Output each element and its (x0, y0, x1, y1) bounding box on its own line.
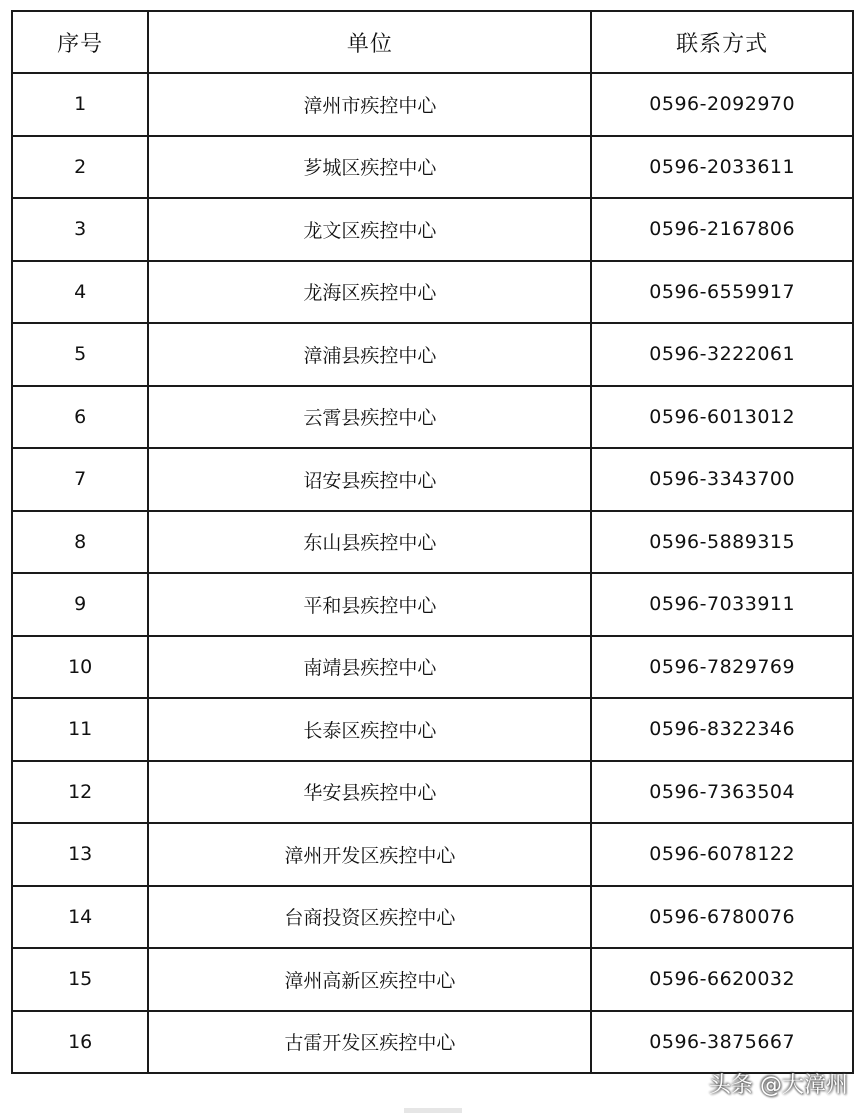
cell-phone: 0596-3343700 (591, 448, 853, 511)
table-row (12, 511, 853, 574)
cell-phone: 0596-7363504 (591, 761, 853, 824)
cell-serial-number: 8 (12, 511, 148, 574)
cell-phone: 0596-6013012 (591, 386, 853, 449)
table-row (12, 448, 853, 511)
table-row (12, 1011, 853, 1074)
cell-phone: 0596-7829769 (591, 636, 853, 699)
cell-serial-number: 11 (12, 698, 148, 761)
table-row (12, 136, 853, 199)
cell-serial-number: 14 (12, 886, 148, 949)
cell-phone: 0596-2092970 (591, 73, 853, 136)
table-body (12, 73, 853, 1073)
cell-phone: 0596-6559917 (591, 261, 853, 324)
cell-phone: 0596-6780076 (591, 886, 853, 949)
cell-unit: 龙海区疾控中心 (148, 261, 591, 324)
cell-serial-number: 15 (12, 948, 148, 1011)
page-edge-mark (404, 1108, 462, 1113)
cell-serial-number: 6 (12, 386, 148, 449)
cell-unit: 漳州市疾控中心 (148, 73, 591, 136)
table-row (12, 698, 853, 761)
cell-phone: 0596-2033611 (591, 136, 853, 199)
cell-serial-number: 1 (12, 73, 148, 136)
cell-serial-number: 9 (12, 573, 148, 636)
cell-unit: 华安县疾控中心 (148, 761, 591, 824)
table-row (12, 386, 853, 449)
table-row (12, 823, 853, 886)
cell-phone: 0596-3875667 (591, 1011, 853, 1074)
table-row (12, 636, 853, 699)
cell-serial-number: 4 (12, 261, 148, 324)
cell-serial-number: 12 (12, 761, 148, 824)
header-serial-number: 序号 (12, 11, 148, 73)
table-row (12, 73, 853, 136)
cell-serial-number: 3 (12, 198, 148, 261)
header-contact: 联系方式 (591, 11, 853, 73)
cell-unit: 南靖县疾控中心 (148, 636, 591, 699)
cell-phone: 0596-5889315 (591, 511, 853, 574)
cdc-contact-table (11, 10, 854, 1074)
cell-serial-number: 7 (12, 448, 148, 511)
cell-serial-number: 2 (12, 136, 148, 199)
table-row (12, 948, 853, 1011)
cell-phone: 0596-6620032 (591, 948, 853, 1011)
cell-unit: 古雷开发区疾控中心 (148, 1011, 591, 1074)
cell-unit: 云霄县疾控中心 (148, 386, 591, 449)
cell-phone: 0596-7033911 (591, 573, 853, 636)
cell-phone: 0596-6078122 (591, 823, 853, 886)
cell-serial-number: 10 (12, 636, 148, 699)
watermark: 头条 @大漳州 (709, 1073, 848, 1098)
cell-serial-number: 13 (12, 823, 148, 886)
cell-unit: 东山县疾控中心 (148, 511, 591, 574)
cell-serial-number: 16 (12, 1011, 148, 1074)
table-row (12, 573, 853, 636)
cell-unit: 漳浦县疾控中心 (148, 323, 591, 386)
cell-unit: 芗城区疾控中心 (148, 136, 591, 199)
table-row (12, 886, 853, 949)
cell-phone: 0596-8322346 (591, 698, 853, 761)
table-row (12, 198, 853, 261)
header-unit: 单位 (148, 11, 591, 73)
table-row (12, 761, 853, 824)
cell-phone: 0596-2167806 (591, 198, 853, 261)
cell-unit: 台商投资区疾控中心 (148, 886, 591, 949)
cell-unit: 平和县疾控中心 (148, 573, 591, 636)
cell-unit: 龙文区疾控中心 (148, 198, 591, 261)
cell-serial-number: 5 (12, 323, 148, 386)
cell-unit: 长泰区疾控中心 (148, 698, 591, 761)
table-header-row (12, 11, 853, 73)
table-row (12, 261, 853, 324)
table-row (12, 323, 853, 386)
cell-unit: 漳州高新区疾控中心 (148, 948, 591, 1011)
cell-unit: 诏安县疾控中心 (148, 448, 591, 511)
cell-phone: 0596-3222061 (591, 323, 853, 386)
cell-unit: 漳州开发区疾控中心 (148, 823, 591, 886)
